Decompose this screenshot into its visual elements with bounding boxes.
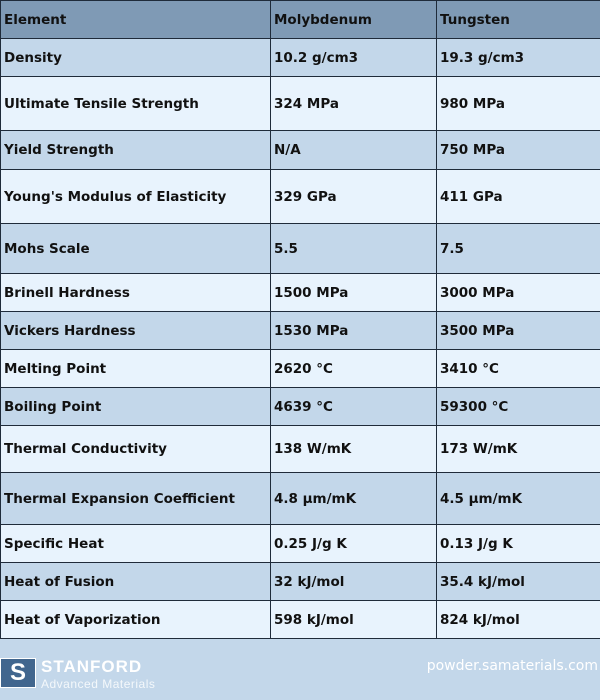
- table-row: [1, 39, 600, 77]
- tungsten-value-cell: 3500 MPa: [437, 312, 600, 350]
- molybdenum-value-cell: 10.2 g/cm3: [271, 39, 437, 77]
- table-row: [1, 224, 600, 274]
- molybdenum-value-cell: 329 GPa: [271, 170, 437, 224]
- tungsten-value-cell: 7.5: [437, 224, 600, 274]
- table-row: [1, 170, 600, 224]
- property-name-cell: Ultimate Tensile Strength: [1, 77, 271, 131]
- table-row: [1, 274, 600, 312]
- brand-name: STANFORD: [41, 657, 143, 676]
- header-cell-element: Element: [1, 1, 271, 39]
- molybdenum-value-cell: 0.25 J/g K: [271, 525, 437, 563]
- tungsten-value-cell: 824 kJ/mol: [437, 601, 600, 639]
- tungsten-value-cell: 0.13 J/g K: [437, 525, 600, 563]
- molybdenum-value-cell: 4639 °C: [271, 388, 437, 426]
- tungsten-value-cell: 3410 °C: [437, 350, 600, 388]
- molybdenum-value-cell: 324 MPa: [271, 77, 437, 131]
- tungsten-value-cell: 173 W/mK: [437, 426, 600, 473]
- molybdenum-value-cell: 598 kJ/mol: [271, 601, 437, 639]
- molybdenum-value-cell: 2620 °C: [271, 350, 437, 388]
- property-name-cell: Thermal Expansion Coefficient: [1, 473, 271, 525]
- tungsten-value-cell: 750 MPa: [437, 131, 600, 170]
- website-url: powder.samaterials.com: [426, 658, 598, 674]
- property-name-cell: Melting Point: [1, 350, 271, 388]
- table-header-row: [1, 1, 600, 39]
- property-name-cell: Mohs Scale: [1, 224, 271, 274]
- tungsten-value-cell: 4.5 μm/mK: [437, 473, 600, 525]
- property-name-cell: Boiling Point: [1, 388, 271, 426]
- molybdenum-value-cell: 5.5: [271, 224, 437, 274]
- tungsten-value-cell: 980 MPa: [437, 77, 600, 131]
- tungsten-value-cell: 3000 MPa: [437, 274, 600, 312]
- table-row: [1, 473, 600, 525]
- molybdenum-value-cell: 4.8 μm/mK: [271, 473, 437, 525]
- tungsten-value-cell: 59300 °C: [437, 388, 600, 426]
- table-row: [1, 131, 600, 170]
- property-name-cell: Yield Strength: [1, 131, 271, 170]
- property-name-cell: Heat of Fusion: [1, 563, 271, 601]
- stanford-logo-icon: S: [0, 658, 36, 688]
- molybdenum-value-cell: 138 W/mK: [271, 426, 437, 473]
- table-row: [1, 426, 600, 473]
- molybdenum-value-cell: 1530 MPa: [271, 312, 437, 350]
- table-row: [1, 601, 600, 639]
- table-row: [1, 388, 600, 426]
- brand-subtitle: Advanced Materials: [41, 677, 156, 691]
- header-cell-molybdenum: Molybdenum: [271, 1, 437, 39]
- tungsten-value-cell: 19.3 g/cm3: [437, 39, 600, 77]
- property-name-cell: Heat of Vaporization: [1, 601, 271, 639]
- table-row: [1, 525, 600, 563]
- molybdenum-value-cell: 32 kJ/mol: [271, 563, 437, 601]
- molybdenum-value-cell: 1500 MPa: [271, 274, 437, 312]
- tungsten-value-cell: 411 GPa: [437, 170, 600, 224]
- tungsten-value-cell: 35.4 kJ/mol: [437, 563, 600, 601]
- footer: [0, 652, 600, 700]
- property-name-cell: Young's Modulus of Elasticity: [1, 170, 271, 224]
- table-row: [1, 563, 600, 601]
- table-row: [1, 312, 600, 350]
- header-cell-tungsten: Tungsten: [437, 1, 600, 39]
- property-name-cell: Brinell Hardness: [1, 274, 271, 312]
- table-row: [1, 350, 600, 388]
- molybdenum-value-cell: N/A: [271, 131, 437, 170]
- table-row: [1, 77, 600, 131]
- property-name-cell: Vickers Hardness: [1, 312, 271, 350]
- property-name-cell: Specific Heat: [1, 525, 271, 563]
- property-name-cell: Density: [1, 39, 271, 77]
- property-name-cell: Thermal Conductivity: [1, 426, 271, 473]
